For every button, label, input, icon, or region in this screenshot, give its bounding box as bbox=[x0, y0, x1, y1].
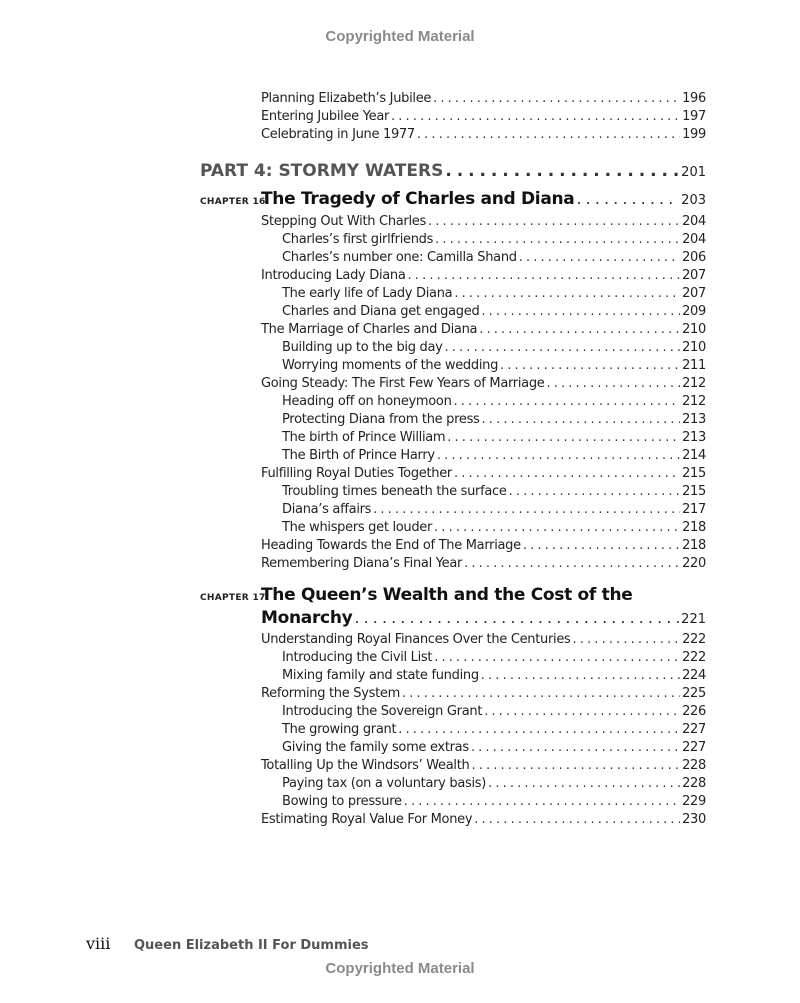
toc-entry-page: 218 bbox=[682, 520, 706, 535]
chapter-16-entries bbox=[200, 213, 706, 573]
part-heading bbox=[200, 160, 706, 182]
toc-entry-page: 211 bbox=[682, 358, 706, 373]
toc-entry-page: 197 bbox=[682, 109, 706, 124]
toc-entry bbox=[200, 631, 706, 649]
toc-entry bbox=[200, 90, 706, 108]
chapter-label: CHAPTER 16: bbox=[200, 197, 270, 207]
toc-entry bbox=[200, 303, 706, 321]
leader-dots bbox=[354, 608, 679, 627]
part-title: PART 4: STORMY WATERS bbox=[200, 161, 444, 181]
toc-entry-text: Protecting Diana from the press bbox=[282, 412, 480, 427]
toc-entry-text: Remembering Diana’s Final Year bbox=[261, 556, 463, 571]
toc-entry bbox=[200, 411, 706, 429]
toc-entry bbox=[200, 321, 706, 339]
toc-entry-page: 218 bbox=[682, 538, 706, 553]
toc-entry-text: Estimating Royal Value For Money bbox=[261, 812, 473, 827]
leader-dots bbox=[481, 303, 680, 321]
toc-entry-page: 227 bbox=[682, 722, 706, 737]
toc-entry-text: Reforming the System bbox=[261, 686, 400, 701]
chapter-title-line1: The Queen’s Wealth and the Cost of the bbox=[261, 585, 633, 605]
leader-dots bbox=[417, 126, 680, 144]
leader-dots bbox=[447, 429, 680, 447]
toc-entry-text: Introducing the Sovereign Grant bbox=[282, 704, 483, 719]
leader-dots bbox=[464, 555, 680, 573]
leader-dots bbox=[433, 90, 680, 108]
chapter-title-line2: Monarchy bbox=[261, 608, 353, 628]
toc-entry-page: 212 bbox=[682, 394, 706, 409]
toc-entry bbox=[200, 811, 706, 829]
copyright-watermark-top: Copyrighted Material bbox=[325, 28, 475, 45]
toc-entry-page: 214 bbox=[682, 448, 706, 463]
toc-entry-text: Entering Jubilee Year bbox=[261, 109, 390, 124]
toc-entry-text: Heading off on honeymoon bbox=[282, 394, 452, 409]
toc-entry-text: Charles and Diana get engaged bbox=[282, 304, 480, 319]
leader-dots bbox=[373, 501, 680, 519]
toc-entry-text: Heading Towards the End of The Marriage bbox=[261, 538, 521, 553]
toc-entry bbox=[200, 483, 706, 501]
toc-entry bbox=[200, 285, 706, 303]
toc-entry bbox=[200, 213, 706, 231]
leader-dots bbox=[454, 393, 681, 411]
toc-entry-page: 213 bbox=[682, 412, 706, 427]
toc-entry-page: 217 bbox=[682, 502, 706, 517]
toc-entry-page: 204 bbox=[682, 214, 706, 229]
chapter-page: 203 bbox=[681, 193, 706, 208]
toc-entry bbox=[200, 667, 706, 685]
toc-entry bbox=[200, 429, 706, 447]
toc-entry-page: 196 bbox=[682, 91, 706, 106]
leader-dots bbox=[509, 483, 680, 501]
leader-dots bbox=[408, 267, 681, 285]
toc-entry-text: Understanding Royal Finances Over the Centuries bbox=[261, 632, 571, 647]
toc-entry-page: 225 bbox=[682, 686, 706, 701]
part-page: 201 bbox=[681, 165, 706, 180]
toc-entry-page: 228 bbox=[682, 758, 706, 773]
toc-entry-text: Worrying moments of the wedding bbox=[282, 358, 499, 373]
toc-entry-text: Going Steady: The First Few Years of Marriage bbox=[261, 376, 545, 391]
leader-dots bbox=[454, 465, 680, 483]
toc-entry-page: 228 bbox=[682, 776, 706, 791]
toc-entry-text: The birth of Prince William bbox=[282, 430, 446, 445]
leader-dots bbox=[445, 160, 679, 182]
leader-dots bbox=[523, 537, 680, 555]
toc-entry-page: 213 bbox=[682, 430, 706, 445]
toc-entry bbox=[200, 465, 706, 483]
toc-entry-page: 226 bbox=[682, 704, 706, 719]
leader-dots bbox=[471, 757, 680, 775]
leader-dots bbox=[437, 447, 680, 465]
toc-entry bbox=[200, 703, 706, 721]
page-footer bbox=[86, 934, 369, 953]
toc-entry bbox=[200, 555, 706, 573]
toc-entry-page: 222 bbox=[682, 632, 706, 647]
toc-entry-page: 227 bbox=[682, 740, 706, 755]
toc-entry bbox=[200, 685, 706, 703]
toc-entry bbox=[200, 126, 706, 144]
toc-entry bbox=[200, 649, 706, 667]
toc-entry bbox=[200, 739, 706, 757]
toc-entry-text: The Birth of Prince Harry bbox=[282, 448, 435, 463]
leader-dots bbox=[573, 631, 681, 649]
chapter-label: CHAPTER 17: bbox=[200, 593, 270, 603]
leader-dots bbox=[404, 793, 680, 811]
toc-entry-text: Paying tax (on a voluntary basis) bbox=[282, 776, 487, 791]
toc-entry bbox=[200, 357, 706, 375]
toc-entry bbox=[200, 793, 706, 811]
toc-entry-text: Celebrating in June 1977 bbox=[261, 127, 415, 142]
leader-dots bbox=[488, 775, 680, 793]
leader-dots bbox=[402, 685, 680, 703]
chapter-16 bbox=[200, 189, 706, 573]
leader-dots bbox=[445, 339, 681, 357]
toc-entry bbox=[200, 249, 706, 267]
toc-entry-page: 215 bbox=[682, 484, 706, 499]
leader-dots bbox=[428, 213, 680, 231]
leader-dots bbox=[576, 189, 679, 208]
chapter-page: 221 bbox=[681, 612, 706, 627]
leader-dots bbox=[481, 667, 680, 685]
leader-dots bbox=[519, 249, 680, 267]
toc-entry-page: 204 bbox=[682, 232, 706, 247]
leader-dots bbox=[479, 321, 680, 339]
toc-entry-text: Planning Elizabeth’s Jubilee bbox=[261, 91, 432, 106]
toc-entry-text: Introducing Lady Diana bbox=[261, 268, 406, 283]
toc-entry-page: 230 bbox=[682, 812, 706, 827]
toc-entry bbox=[200, 721, 706, 739]
leader-dots bbox=[500, 357, 680, 375]
toc-entry-text: The Marriage of Charles and Diana bbox=[261, 322, 478, 337]
leader-dots bbox=[484, 703, 680, 721]
chapter-17-entries bbox=[200, 631, 706, 829]
toc-entry-page: 199 bbox=[682, 127, 706, 142]
toc-entry-text: Building up to the big day bbox=[282, 340, 443, 355]
toc-entry-page: 207 bbox=[682, 286, 706, 301]
toc-entry-text: Stepping Out With Charles bbox=[261, 214, 426, 229]
toc-entry bbox=[200, 267, 706, 285]
toc-entry-text: Bowing to pressure bbox=[282, 794, 402, 809]
toc-entry-page: 207 bbox=[682, 268, 706, 283]
leader-dots bbox=[454, 285, 680, 303]
toc-entry-text: The early life of Lady Diana bbox=[282, 286, 453, 301]
toc-entry bbox=[200, 339, 706, 357]
toc-entry bbox=[200, 447, 706, 465]
toc-entry-text: The whispers get louder bbox=[282, 520, 433, 535]
toc-entry bbox=[200, 231, 706, 249]
toc-entry-text: Introducing the Civil List bbox=[282, 650, 433, 665]
chapter-title: The Tragedy of Charles and Diana bbox=[261, 189, 575, 209]
toc-entry-page: 220 bbox=[682, 556, 706, 571]
leader-dots bbox=[482, 411, 681, 429]
leader-dots bbox=[546, 375, 680, 393]
toc-entry-page: 224 bbox=[682, 668, 706, 683]
toc-entry-text: The growing grant bbox=[282, 722, 397, 737]
leader-dots bbox=[435, 231, 680, 249]
leader-dots bbox=[434, 649, 680, 667]
toc-entry-page: 229 bbox=[682, 794, 706, 809]
leader-dots bbox=[474, 811, 680, 829]
chapter-17 bbox=[200, 585, 706, 829]
toc-entry-page: 215 bbox=[682, 466, 706, 481]
toc-entry bbox=[200, 757, 706, 775]
toc-entry-text: Fulfilling Royal Duties Together bbox=[261, 466, 452, 481]
toc-entry-text: Charles’s number one: Camilla Shand bbox=[282, 250, 517, 265]
leader-dots bbox=[398, 721, 680, 739]
toc-entry-text: Giving the family some extras bbox=[282, 740, 469, 755]
toc-entry bbox=[200, 375, 706, 393]
toc-entry bbox=[200, 108, 706, 126]
toc-entry-text: Charles’s first girlfriends bbox=[282, 232, 434, 247]
leader-dots bbox=[391, 108, 680, 126]
toc-entry-text: Totalling Up the Windsors’ Wealth bbox=[261, 758, 470, 773]
running-footer-title: Queen Elizabeth II For Dummies bbox=[134, 938, 369, 953]
leader-dots bbox=[434, 519, 680, 537]
toc-pre-entries bbox=[200, 90, 706, 144]
toc-entry-text: Troubling times beneath the surface bbox=[282, 484, 507, 499]
toc-entry bbox=[200, 393, 706, 411]
toc-entry-text: Diana’s affairs bbox=[282, 502, 372, 517]
toc-entry-page: 210 bbox=[682, 340, 706, 355]
toc-entry bbox=[200, 501, 706, 519]
toc-entry-page: 210 bbox=[682, 322, 706, 337]
toc-entry bbox=[200, 775, 706, 793]
toc-entry bbox=[200, 519, 706, 537]
toc-entry-page: 206 bbox=[682, 250, 706, 265]
leader-dots bbox=[471, 739, 680, 757]
toc-entry-page: 222 bbox=[682, 650, 706, 665]
toc-entry-page: 209 bbox=[682, 304, 706, 319]
copyright-watermark-bottom: Copyrighted Material bbox=[325, 960, 475, 977]
folio-page-number: viii bbox=[86, 934, 111, 953]
toc-entry-page: 212 bbox=[682, 376, 706, 391]
toc-entry-text: Mixing family and state funding bbox=[282, 668, 479, 683]
toc-entry bbox=[200, 537, 706, 555]
